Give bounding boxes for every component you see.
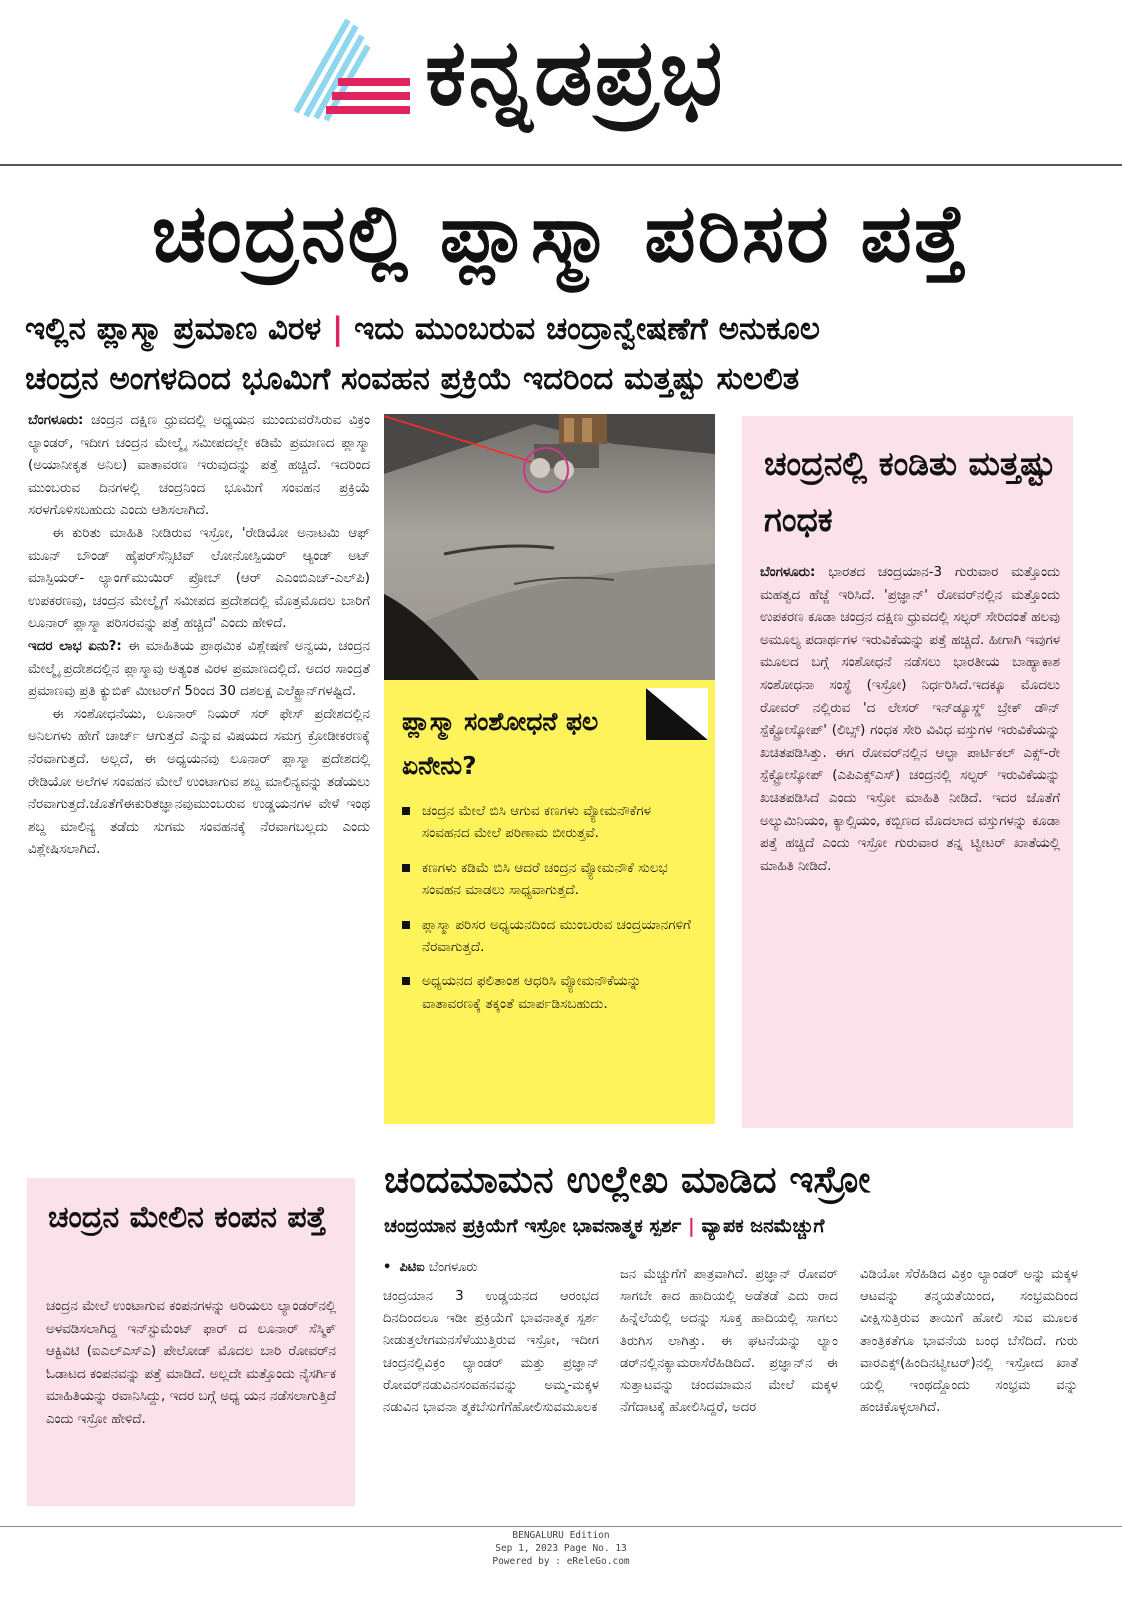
deck-part-a: ಇಲ್ಲಿನ ಪ್ಲಾಸ್ಮಾ ಪ್ರಮಾಣ ವಿರಳ <box>25 311 322 347</box>
headline-deck-line-2: ಚಂದ್ರನ ಅಂಗಳದಿಂದ ಭೂಮಿಗೆ ಸಂವಹನ ಪ್ರಕ್ರಿಯೆ ಇದರಿಂದ ಮತ್ತಷ್ಟು ಸುಲಲಿತ <box>25 361 800 397</box>
main-story-dateline: ಬೆಂಗಳೂರು: <box>28 413 84 428</box>
corner-fold-icon <box>646 688 708 740</box>
list-item: ಅಧ್ಯಯನದ ಫಲಿತಾಂಶ ಆಧರಿಸಿ ವ್ಯೋಮನೌಕೆಯನ್ನು ವಾತಾವರಣಕ್ಕೆ ತಕ್ಕಂತೆ ಮಾರ್ಪಡಿಸಬಹುದು. <box>400 970 700 1015</box>
masthead-title: ಕನ್ನಡಪ್ರಭ <box>425 19 725 126</box>
byline <box>383 1258 613 1278</box>
byline-bullet-icon: • <box>383 1260 392 1275</box>
bullet-icon <box>402 977 410 985</box>
list-item: ಚಂದ್ರನ ಮೇಲೆ ಬಿಸಿ ಆಗುವ ಕಣಗಳು ವ್ಯೋಮನೌಕೆಗಳ ಸಂವಹನದ ಮೇಲೆ ಪರಿಣಾಮ ಬೀರುತ್ತವೆ. <box>400 800 700 845</box>
main-story-p4: ಈ ಸಂಶೋಧನೆಯು, ಲೂನಾರ್ ನಿಯರ್ ಸರ್ ಫೇಸ್ ಪ್ರದೇಶದಲ್ಲಿನ ಅನಿಲಗಳು ಹೇಗೆ ಚಾರ್ಜ್ ಆಗುತ್ತದೆ ಎನ್ನುವ ವಿಷಯದ ಸಮಗ್ರ ಕ್ರೋಡೀಕರಣಕ್ಕೆ ನೆರವಾಗುತ್ತದೆ. ಅಲ್ಲದೆ, ಈ ಅಧ್ಯಯನವು ಲೂನಾರ್ ಪ್ಲಾಸ್ಮಾ ಪ್ರದೇಶದಲ್ಲಿ ರೇಡಿಯೋ ಅಲೆಗಳ ಸಂವಹನ ಮೇಲೆ ಉಂಟಾಗುವ ಶಬ್ದ ಮಾಲಿನ್ಯವನ್ನು ತಡೆಯಲು ನೆರವಾಗುತ್ತದೆ.ಜೊತೆಗೆಈಕುರಿತಜ್ಞಾನವುಮುಂಬರುವ ಉಡ್ಡಯನಗಳ ವೇಳೆ ಇಂಥ ಶಬ್ದ ಮಾಲಿನ್ಯ ತಡೆದು ಸುಗಮ ಸಂವಹನಕ್ಕೆ ನೆರವಾಗಬಲ್ಲದು ಎಂದು ವಿಶ್ಲೇಷಿಸಲಾಗಿದೆ. <box>28 706 370 858</box>
moon-surface-image-icon <box>384 414 715 680</box>
second-deck-part-b: ವ್ಯಾಪಕ ಜನಮೆಚ್ಚುಗೆ <box>701 1215 825 1237</box>
footer-divider <box>0 1526 1122 1527</box>
sulphur-story-text: ಭಾರತದ ಚಂದ್ರಯಾನ-3 ಗುರುವಾರ ಮತ್ತೊಂದು ಮಹತ್ವದ ಹೆಜ್ಜೆ ಇರಿಸಿದೆ. 'ಪ್ರಜ್ಞಾನ್' ರೋವರ್‌ನಲ್ಲಿನ ಮತ್ತೊಂದು ಉಪಕರಣ ಕೂಡಾ ಚಂದ್ರನ ದಕ್ಷಿಣ ಧ್ರುವದಲ್ಲಿ ಸಲ್ಫರ್ ಸೇರಿದಂತೆ ಹಲವು ಅಮೂಲ್ಯ ಪದಾರ್ಥಗಳ ಇರುವಿಕೆಯನ್ನು ಪತ್ತೆ ಹಚ್ಚಿದೆ. ಹೀಗಾಗಿ ಇವುಗಳ ಮೂಲದ ಬಗ್ಗೆ ಸಂಶೋಧನೆ ನಡೆಸಲು ಭಾರತೀಯ ಬಾಹ್ಯಾಕಾಶ ಸಂಶೋಧನಾ ಸಂಸ್ಥೆ (ಇಸ್ರೋ) ನಿರ್ಧರಿಸಿದೆ.ಇದಕ್ಕೂ ಮೊದಲು ರೋವರ್ ನಲ್ಲಿರುವ 'ದ ಲೇಸರ್ ಇನ್‌ಡ್ಯೂಸ್ಡ್ ಬ್ರೇಕ್ ಡೌನ್ ಸ್ಪೆಕ್ಟ್ರೋಸ್ಕೋಪ್' (ಲಿಬ್ಸ್) ಗಂಧಕ ಸೇರಿ ವಿವಿಧ ವಸ್ತುಗಳ ಇರುವಿಕೆಯನ್ನು ಖಚಿತಪಡಿಸಿತ್ತು. ಈಗ ರೋವರ್‌ನಲ್ಲಿನ ಆಲ್ಫಾ ಪಾರ್ಟಿಕಲ್ ಎಕ್ಸ್-ರೇ ಸ್ಪೆಕ್ಟ್ರೋಸ್ಕೋಪ್ (ಎಪಿಎಕ್ಸ್‌ಎಸ್) ಚಂದ್ರನಲ್ಲಿ ಸಲ್ಫರ್ ಇರುವಿಕೆಯನ್ನು ಖಚಿತಪಡಿಸಿದೆ ಎಂದು ಇಸ್ರೋ ಮಾಹಿತಿ ನೀಡಿದೆ. ಇದರ ಜೊತೆಗೆ ಅಲ್ಯುಮಿನಿಯಂ, ಕ್ಯಾಲ್ಸಿಯಂ, ಕಬ್ಬಿಣದ ಮೊದಲಾದ ವಸ್ತುಗಳನ್ನು ಕೂಡಾ ಪತ್ತೆ ಹಚ್ಚಿದೆ ಎಂದು ಇಸ್ರೋ ಗುರುವಾರ ತನ್ನ ಟ್ವೀಟರ್ ಖಾತೆಯಲ್ಲಿ ಮಾಹಿತಿ ನೀಡಿದೆ. <box>760 565 1060 874</box>
second-story-headline: ಚಂದಮಾಮನ ಉಲ್ಲೇಖ ಮಾಡಿದ ಇಸ್ರೋ <box>384 1158 871 1201</box>
tremor-story-title: ಚಂದ್ರನ ಮೇಲಿನ ಕಂಪನ ಪತ್ತೆ <box>48 1200 327 1235</box>
second-story-column-1: ಚಂದ್ರಯಾನ 3 ಉಡ್ಡಯನದ ಆರಂಭದ ದಿನದಿಂದಲೂ ಇಡೀ ಪ್ರಕ್ರಿಯೆಗೆ ಭಾವನಾತ್ಮಕ ಸ್ಪರ್ಶ ನೀಡುತ್ತಲೇಗಮನಸೆಳೆಯುತ್ತಿರುವ ಇಸ್ರೋ, ಇದೀಗ ಚಂದ್ರನಲ್ಲಿವಿಕ್ರಂ ಲ್ಯಾಂಡರ್ ಮತ್ತು ಪ್ರಜ್ಞಾನ್ ರೋವರ್‌ನಡುವಿನಸಂವಹನವನ್ನು ಅಮ್ಮ-ಮಕ್ಕಳ ನಡುವಿನ ಭಾವನಾ ತ್ಮಕಬೆಸುಗೆಗೆಹೋಲಿಸುವಮೂಲಕ <box>383 1289 599 1416</box>
list-item: ಕಣಗಳು ಕಡಿಮೆ ಬಿಸಿ ಆದರೆ ಚಂದ್ರನ ವ್ಯೋಮನೌಕೆ ಸುಲಭ ಸಂವಹನ ಮಾಡಲು ಸಾಧ್ಯವಾಗುತ್ತದೆ. <box>400 857 700 902</box>
list-item: ಪ್ಲಾಸ್ಮಾ ಪರಿಸರ ಅಧ್ಯಯನದಿಂದ ಮುಂಬರುವ ಚಂದ್ರಯಾನಗಳಿಗೆ ನೆರವಾಗುತ್ತದೆ. <box>400 914 700 959</box>
bullet-icon <box>402 864 410 872</box>
plasma-box-list <box>400 800 700 1027</box>
main-story-p3: ಈ ಮಾಹಿತಿಯ ಪ್ರಾಥಮಿಕ ವಿಶ್ಲೇಷಣೆ ಅನ್ವಯ, ಚಂದ್ರನ ಮೇಲ್ಮೈ ಪ್ರದೇಶದಲ್ಲಿನ ಪ್ಲಾಸ್ಮಾವು ಅತ್ಯಂತ ವಿರಳ ಪ್ರಮಾಣದಲ್ಲಿದೆ. ಅದರ ಸಾಂದ್ರತೆ ಪ್ರಮಾಣವು ಪ್ರತಿ ಕ್ಯುಬಿಕ್ ಮೀಟರ್‌ಗೆ 5ರಿಂದ 30 ದಶಲಕ್ಷ ಎಲೆಕ್ಟ್ರಾನ್‌ಗಳಷ್ಟಿದೆ. <box>28 638 370 700</box>
moon-surface-photo <box>384 414 715 680</box>
sulphur-story-body <box>760 562 1060 878</box>
main-story-subhead: ಇದರ ಲಾಭ ಏನು?: <box>28 638 122 654</box>
footer-powered-by: Powered by : eReleGo.com <box>492 1556 630 1567</box>
main-story-body <box>28 410 370 862</box>
sulphur-story-title: ಚಂದ್ರನಲ್ಲಿ ಕಂಡಿತು ಮತ್ತಷ್ಟು ಗಂಧಕ <box>764 444 1056 539</box>
second-deck-part-a: ಚಂದ್ರಯಾನ ಪ್ರಕ್ರಿಯೆಗೆ ಇಸ್ರೋ ಭಾವನಾತ್ಮಕ ಸ್ಪರ್ಶ <box>384 1215 682 1237</box>
main-story-p2: ಈ ಕುರಿತು ಮಾಹಿತಿ ನೀಡಿರುವ ಇಸ್ರೋ, 'ರೇಡಿಯೋ ಅನಾಟಮಿ ಆಫ್ ಮೂನ್ ಬೌಂಡ್ ಹೈಪರ್‌ಸೆನ್ಸಿಟಿವ್ ಲೋನೋಸ್ಪಿಯರ್ ಆ್ಯಂಡ್ ಅಟ್ ಮಾಸ್ಪಿಯರ್- ಲ್ಯಾಂಗ್‌ಮುಯಿರ್ ಪ್ರೋಬ್ (ಆರ್ ಎಎಂಬಿಎಚ್-ಎಲ್‌ಪಿ) ಉಪಕರಣವು, ಚಂದ್ರನ ಮೇಲ್ಮೈಗೆ ಸಮೀಪದ ಪ್ರದೇಶದಲ್ಲಿ ಮೊತ್ತಮೊದಲ ಬಾರಿಗೆ ಲೂನಾರ್ ಪ್ಲಾಸ್ಮಾ ಪರಿಸರವನ್ನು ಪತ್ತೆ ಹಚ್ಚಿದೆ' ಎಂದು ಹೇಳಿದೆ. <box>28 525 370 632</box>
plasma-box-title: ಪ್ಲಾಸ್ಮಾ ಸಂಶೋಧನೆ ಫಲ ಏನೇನು? <box>402 707 599 780</box>
bullet-icon <box>402 807 410 815</box>
second-story-column-2: ಜನ ಮೆಚ್ಚುಗೆಗೆ ಪಾತ್ರವಾಗಿದೆ. ಪ್ರಜ್ಞಾನ್ ರೋವರ್ ಸಾಗಬೇ ಕಾದ ಹಾದಿಯಲ್ಲಿ ಅಡೆತಡೆ ಎದು ರಾದ ಹಿನ್ನೆಲೆಯಲ್ಲಿ ಅದನ್ನು ಸೂಕ್ತ ಹಾದಿಯಲ್ಲಿ ಸಾಗಲು ತಿರುಗಿಸ ಲಾಗಿತ್ತು. ಈ ಘಟನೆಯನ್ನು ಲ್ಯಾಂ ಡರ್‌ನಲ್ಲಿನಕ್ಯಾಮರಾಸೆರೆಹಿಡಿದಿದೆ. ಪ್ರಜ್ಞಾನ್‌ನ ಈ ಸುತ್ತಾಟವನ್ನು ಚಂದಮಾಮನ ಮೇಲೆ ಮಕ್ಕಳ ನೆಗೆದಾಟಕ್ಕೆ ಹೋಲಿಸಿದ್ದರೆ, ಅದರ <box>620 1267 838 1416</box>
footer-edition: BENGALURU Edition <box>512 1530 610 1541</box>
main-story-p1: ಚಂದ್ರನ ದಕ್ಷಿಣ ಧ್ರುವದಲ್ಲಿ ಅಧ್ಯಯನ ಮುಂದುವರೆಸಿರುವ ವಿಕ್ರಂ ಲ್ಯಾಂಡರ್, ಇದೀಗ ಚಂದ್ರನ ಮೇಲ್ಮೈ ಸಮೀಪದಲ್ಲೇ ಕಡಿಮೆ ಪ್ರಮಾಣದ ಪ್ಲಾಸ್ಮಾ (ಅಯಾನೀಕೃತ ಅನಿಲ) ವಾತಾವರಣ ಇರುವುದನ್ನು ಪತ್ತೆ ಹಚ್ಚಿದೆ. ಇದರಿಂದ ಮುಂಬರುವ ದಿನಗಳಲ್ಲಿ ಚಂದ್ರನಿಂದ ಭೂಮಿಗೆ ಸಂವಹನ ಪ್ರಕ್ರಿಯೆ ಸರಳಗೊಳಿಸಬಹುದು ಎಂದು ಆಶಿಸಲಾಗಿದೆ. <box>28 413 371 519</box>
byline-agency: ಪಿಟಿಐ <box>399 1260 425 1275</box>
tremor-story-body: ಚಂದ್ರನ ಮೇಲೆ ಉಂಟಾಗುವ ಕಂಪನಗಳನ್ನು ಅರಿಯಲು ಲ್ಯಾಂಡರ್‌ನಲ್ಲಿ ಅಳವಡಿಸಲಾಗಿದ್ದ ಇನ್‌ಸ್ಟುಮೆಂಟ್ ಫಾರ್ ದ ಲೂನಾರ್ ಸೆಸ್ಮಿಕ್ ಆಕ್ಟಿವಿಟಿ (ಐಎಲ್‌ಎಸ್‌ಎ) ಪೇಲೋಡ್ ಮೊದಲ ಬಾರಿ ರೋವರ್‌ನ ಓಡಾಟದ ಕಂಪನವನ್ನು ಪತ್ತೆ ಮಾಡಿದೆ. ಅಲ್ಲದೇ ಮತ್ತೊಂದು ನೈಸರ್ಗಿಕ ಮಾಹಿತಿಯನ್ನು ರವಾನಿಸಿದ್ದು, ಇದರ ಬಗ್ಗೆ ಅಧ್ಯ ಯನ ನಡೆಸಲಾಗುತ್ತಿದೆ ಎಂದು ಇಸ್ರೋ ಹೇಳಿದೆ. <box>46 1299 336 1427</box>
masthead <box>0 0 1122 160</box>
deck-separator: | <box>331 311 344 347</box>
byline-place: ಬೆಂಗಳೂರು <box>428 1260 478 1275</box>
sulphur-story-dateline: ಬೆಂಗಳೂರು: <box>760 565 816 580</box>
masthead-divider <box>0 164 1122 166</box>
footer-date-page: Sep 1, 2023 Page No. 13 <box>495 1543 627 1554</box>
second-story-deck <box>384 1210 1084 1242</box>
second-story-column-3: ವಿಡಿಯೋ ಸೆರೆಹಿಡಿದ ವಿಕ್ರಂ ಲ್ಯಾಂಡರ್ ಅನ್ನು ಮಕ್ಕಳ ಆಟವನ್ನು ತನ್ಮಯತೆಯಿಂದ, ಸಂಭ್ರಮದಿಂದ ವೀಕ್ಷಿಸುತ್ತಿರುವ ತಾಯಿಗೆ ಹೋಲಿ ಸುವ ಮೂಲಕ ತಾಂತ್ರಿಕತೆಗೂ ಭಾವನೆಯ ಬಂಧ ಬೆಸೆದಿದೆ. ಗುರು ವಾರಎಕ್ಸ್(ಹಿಂದಿನಟ್ವೀಟರ್)ನಲ್ಲಿ ಇಸ್ರೋದ ಖಾತೆ ಯಲ್ಲಿ ಇಂಥದ್ದೊಂದು ಸಂಭ್ರಮ ವನ್ನು ಹಂಚಿಕೊಳ್ಳಲಾಗಿದೆ. <box>860 1267 1078 1416</box>
bullet-icon <box>402 921 410 929</box>
deck-part-b: ಇದು ಮುಂಬರುವ ಚಂದ್ರಾನ್ವೇಷಣೆಗೆ ಅನುಕೂಲ <box>354 311 820 347</box>
page-headline: ಚಂದ್ರನಲ್ಲಿ ಪ್ಲಾಸ್ಮಾ ಪರಿಸರ ಪತ್ತೆ <box>151 187 969 280</box>
second-deck-separator: | <box>687 1215 695 1237</box>
kannadaprabha-logo-icon <box>290 12 420 124</box>
headline-deck-line-1 <box>25 308 1105 350</box>
